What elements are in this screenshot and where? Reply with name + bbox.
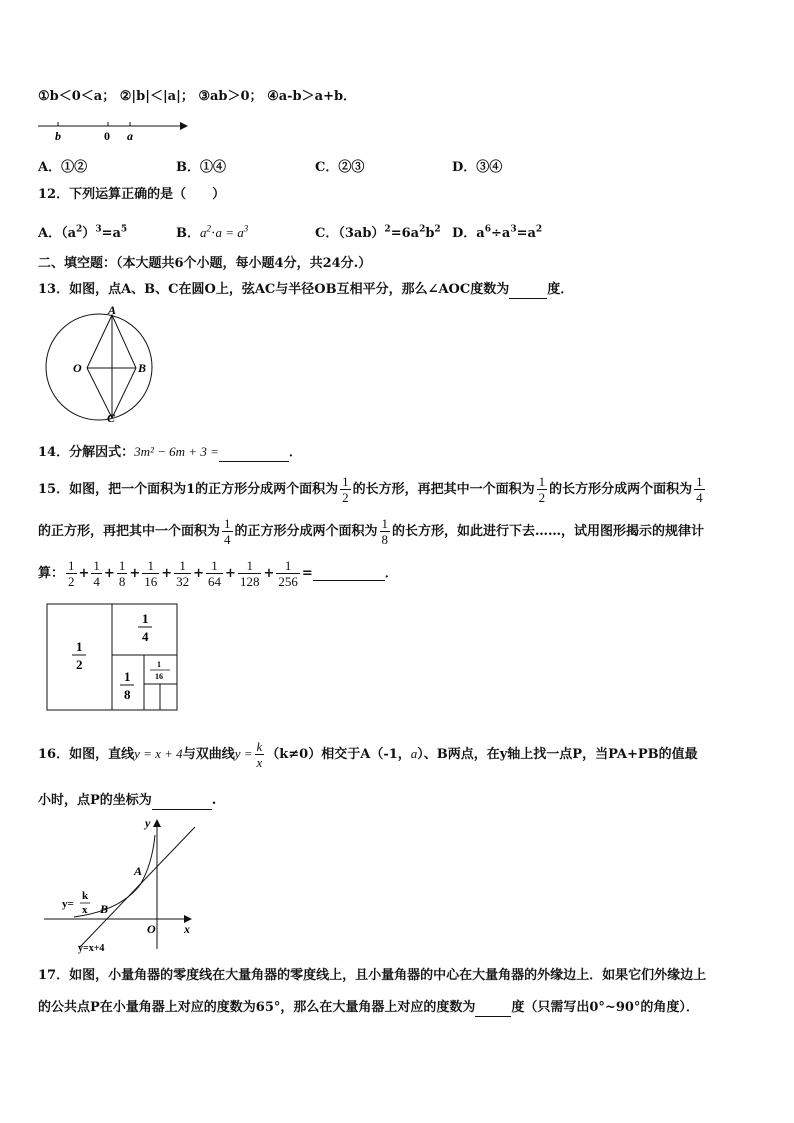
q13-label-b: B xyxy=(138,361,147,375)
q13-stem: 13．如图，点A、B、C在圆O上，弦AC与半径OB互相平分，那么∠AOC度数为 度． xyxy=(38,282,574,297)
q14-answer-blank[interactable] xyxy=(219,447,289,462)
fig-quarter-num: 1 xyxy=(142,611,149,626)
number-line xyxy=(38,116,193,146)
q13-label-o: O xyxy=(73,361,82,375)
fig-quarter-den: 4 xyxy=(142,629,149,644)
q15-square-figure xyxy=(46,603,180,713)
q12-option-d: D．$a^6\div a^3=a^2$ xyxy=(452,224,543,241)
q17-answer-blank[interactable] xyxy=(475,1002,511,1017)
fig-sixteenth-den: 16 xyxy=(155,672,163,681)
nl-label-b: b xyxy=(55,129,61,143)
q11-option-d: D．③④ xyxy=(452,160,503,175)
graph-label-y: y xyxy=(145,816,151,830)
graph-label-a: A xyxy=(134,864,143,878)
graph-hyp-label: y= xyxy=(62,898,74,910)
q13-circle-figure xyxy=(36,304,166,428)
q13-label-a: A xyxy=(108,304,117,317)
q11-option-b: B．①④ xyxy=(176,160,226,175)
q17-line-2: 的公共点P在小量角器上对应的度数为65°，那么在大量角器上对应的度数为 度（只需写出0°~90°的角度）． xyxy=(38,1000,699,1015)
fig-sixteenth-num: 1 xyxy=(157,660,161,669)
q16-answer-blank[interactable] xyxy=(152,795,212,810)
graph-label-x: x xyxy=(184,922,190,936)
q11-option-a: A．①② xyxy=(38,160,88,175)
q13-answer-blank[interactable] xyxy=(509,284,547,299)
q11-option-c: C．②③ xyxy=(315,160,365,175)
q12-option-a: A．$(a^2)^3=a^5$ xyxy=(38,224,128,241)
graph-line-label: y=x+4 xyxy=(78,943,105,954)
q15-line-2: 的正方形，再把其中一个面积为 $\frac{1}{4}$ 的正方形分成两个面积为 $\frac{1}{8}$ 的长方形，如此进行下去……，试用图形揭示的规律计 xyxy=(38,516,705,547)
graph-label-o: O xyxy=(147,922,156,936)
q16-graph-figure xyxy=(40,815,200,955)
fig-eighth-num: 1 xyxy=(124,669,131,684)
nl-label-zero: 0 xyxy=(104,129,110,143)
q11-stem: ①b＜0＜a； ②|b|＜|a|； ③ab＞0； ④a-b＞a+b． xyxy=(38,89,357,104)
nl-label-a: a xyxy=(127,129,133,143)
q16-line-1: 16．如图，直线y = x + 4与双曲线y = $\frac{k}{x}$ （k≠0）相交于A（-1，a）、B两点，在y轴上找一点P，当PA+PB的值最 xyxy=(38,739,698,770)
q15-line-1: 15．如图，把一个面积为1的正方形分成两个面积为 $\frac{1}{2}$ 的长方形，再把其中一个面积为 $\frac{1}{2}$ 的长方形分成两个面积为 $\frac{1}{4}$ xyxy=(38,474,703,505)
q16-line-2: 小时，点P的坐标为 . xyxy=(38,793,217,808)
q12-option-b: B．$a^2\cdot a = a^3$ xyxy=(176,223,249,241)
graph-hyp-k: k xyxy=(82,890,89,902)
section-2-heading: 二、填空题：（本大题共6个小题，每小题4分，共24分.） xyxy=(38,256,372,271)
fig-half-den: 2 xyxy=(76,657,83,672)
fig-half-num: 1 xyxy=(76,639,83,654)
q12-stem: 12．下列运算正确的是（ ） xyxy=(38,187,226,202)
q15-line-3: 算： $\frac{1}{2}$ + $\frac{1}{4}$ + $\frac{1}{8}$ + $\frac{1}{16}$ + $\frac{1}{32}$ + $\frac{1}{64}$ + $\frac{1}{128}$ + $\frac{1}{256}$ = ． xyxy=(38,558,398,589)
fig-eighth-den: 8 xyxy=(124,687,131,702)
q13-label-c: C xyxy=(107,411,116,425)
q14-stem: 14．分解因式：3m² − 6m + 3 = ． xyxy=(38,444,302,460)
q17-line-1: 17．如图，小量角器的零度线在大量角器的零度线上，且小量角器的中心在大量角器的外缘边上．如果它们外缘边上 xyxy=(38,968,707,983)
q15-answer-blank[interactable] xyxy=(313,566,385,581)
graph-hyp-x: x xyxy=(82,904,88,916)
q12-option-c: C．$(3ab)^2=6a^2b^2$ xyxy=(315,224,441,241)
graph-label-b: B xyxy=(100,902,109,916)
